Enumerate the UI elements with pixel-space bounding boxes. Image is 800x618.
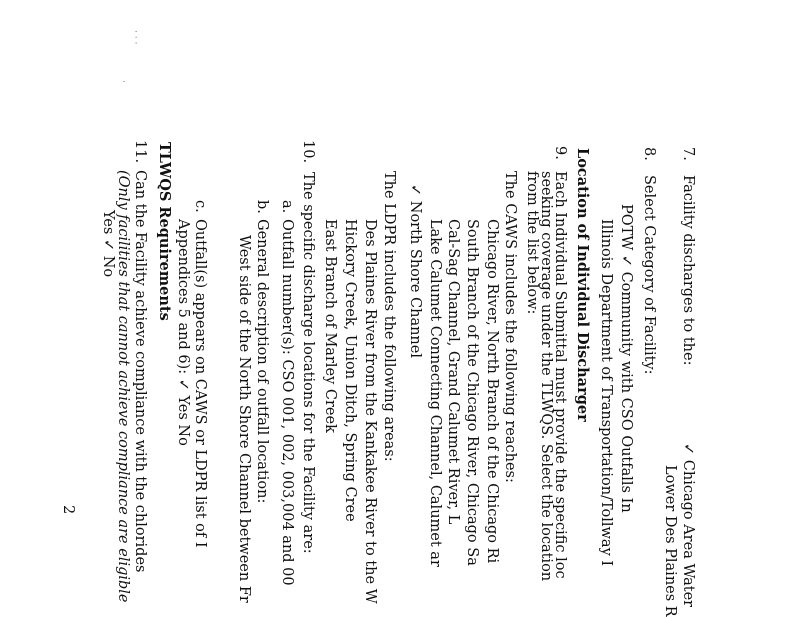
item8-number: 8. — [641, 147, 657, 161]
item10a-outfall-numbers: Outfall number(s): CSO 001, 002, 003,004 and 00 — [279, 219, 295, 586]
caws-reach-line2: South Branch of the Chicago River, Chicago Sa — [464, 219, 480, 566]
scan-speck-marks: · · · — [130, 30, 140, 45]
caws-reach-line3: Cal-Sag Channel, Grand Calumet River, L — [445, 219, 461, 525]
item7-number: 7. — [680, 147, 696, 161]
location-heading: Location of Individual Discharger — [574, 148, 591, 422]
ldpr-area-line2: Hickory Creek, Union Ditch, Spring Cree — [342, 219, 358, 522]
item7-option-lower-des-plaines: Lower Des Plaines R — [662, 465, 678, 617]
ldpr-area-line3: East Branch of Marley Creek — [322, 219, 338, 433]
item10c-question: Outfall(s) appears on CAWS or LDPR list of I — [192, 219, 208, 548]
item9-line3: from the list below: — [524, 171, 540, 315]
caws-reach-line4: Lake Calumet Connecting Channel, Calumet ar — [427, 219, 443, 567]
item11-eligibility-note: (Only facilities that cannot achieve compliance are eligible — [115, 170, 131, 603]
caws-intro: The CAWS includes the following reaches: — [502, 171, 518, 483]
ldpr-intro: The LDPR includes the following areas: — [381, 171, 397, 462]
item9-number: 9. — [552, 146, 568, 160]
item10b-description-answer: West side of the North Shore Channel between Fr — [236, 235, 252, 603]
page-number: 2 — [60, 505, 76, 515]
item11-question: Can the Facility achieve compliance with the chlorides — [132, 170, 148, 573]
scan-speck-mark: · — [118, 80, 128, 83]
ldpr-area-line1: Des Plaines River from the Kankakee River to the W — [362, 219, 378, 604]
item8-category-line2: Illinois Department of Transportation/Tollway I — [598, 219, 614, 567]
caws-reach-line1: Chicago River, North Branch of the Chicago Ri — [484, 219, 500, 564]
item8-category-line1: POTW ✓ Community with CSO Outfalls In — [618, 204, 634, 513]
item10a-label: a. — [279, 200, 295, 214]
item7-question: Facility discharges to the: — [680, 175, 696, 366]
item10b-description-prompt: General description of outfall location: — [254, 219, 270, 504]
item10b-label: b. — [254, 200, 270, 214]
item10-question: The specific discharge locations for the Facility are: — [300, 172, 316, 554]
item9-line1: Each Individual Submittal must provide the specific loc — [552, 171, 568, 579]
item10-number: 10. — [300, 140, 316, 164]
item7-option-chicago-area: ✓ Chicago Area Water — [680, 443, 696, 608]
item8-question: Select Category of Facility: — [641, 175, 657, 375]
caws-reach-line5: ✓ North Shore Channel — [407, 184, 423, 358]
item10c-answer: Appendices 5 and 6): ✓ Yes No — [175, 219, 191, 446]
item11-number: 11. — [132, 140, 148, 164]
tlwqs-heading: TLWQS Requirements — [156, 142, 173, 321]
item9-line2: seeking coverage under the TLWQS. Select the location — [538, 171, 554, 582]
item11-answer: Yes ✓ No — [100, 210, 116, 278]
item10c-label: c. — [192, 200, 208, 213]
